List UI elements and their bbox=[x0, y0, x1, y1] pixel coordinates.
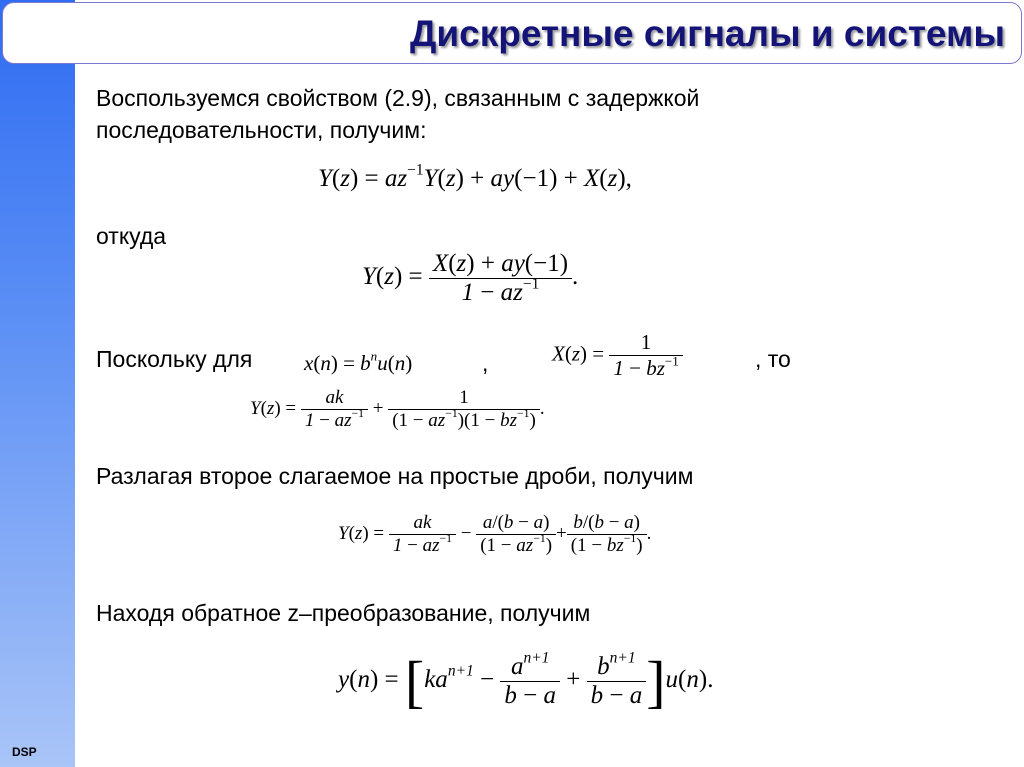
paragraph-3-start: Поскольку для bbox=[96, 346, 253, 372]
page-title: Дискретные сигналы и системы bbox=[410, 13, 1005, 54]
equation-2: Y(z) = $\frac{X(z) + ay(-1)}{1 - az^{-1}}$ . bbox=[362, 250, 579, 306]
paragraph-3-comma: , bbox=[482, 350, 489, 376]
sidebar-stripe bbox=[0, 0, 75, 767]
paragraph-3-end: , то bbox=[755, 346, 791, 372]
paragraph-1-line-2: последовательности, получим: bbox=[96, 117, 427, 143]
equation-3b: X(z) = $\frac{1}{1 - bz^{-1}}$ bbox=[552, 330, 683, 381]
sidebar-label: DSP bbox=[12, 745, 37, 759]
paragraph-2: откуда bbox=[96, 223, 167, 249]
equation-5: Y(z) = $\frac{ak}{1 - az^{-1}}$ − $\frac{a/(b - a)}{(1 - az^{-1})}$ + $\frac{b/(b - a)}{(1 - bz^{-1})}$ . bbox=[338, 512, 652, 556]
equation-1: $Y(z) = az^{-1}Y(z) + ay(-1) + X(z)$, bbox=[318, 161, 632, 192]
paragraph-4: Разлагая второе слагаемое на простые дроби, получим bbox=[96, 463, 694, 489]
paragraph-5: Находя обратное z–преобразование, получим bbox=[96, 600, 591, 626]
title-bar bbox=[2, 2, 1022, 64]
equation-6: $y(n) = [ka^{n+1}$ − $\frac{a^{n+1}}{b - a}$ + $\frac{b^{n+1}}{b - a}$ ]u(n). bbox=[338, 649, 714, 714]
paragraph-1-line-1: Воспользуемся свойством (2.9), связанным с задержкой bbox=[96, 85, 700, 111]
equation-4: Y(z) = $\frac{ak}{1 - az^{-1}}$ + $\frac{1}{(1 - az^{-1})(1 - bz^{-1})}$ . bbox=[250, 387, 545, 431]
equation-3a: $x(n) = b^nu(n)$ bbox=[304, 348, 413, 375]
